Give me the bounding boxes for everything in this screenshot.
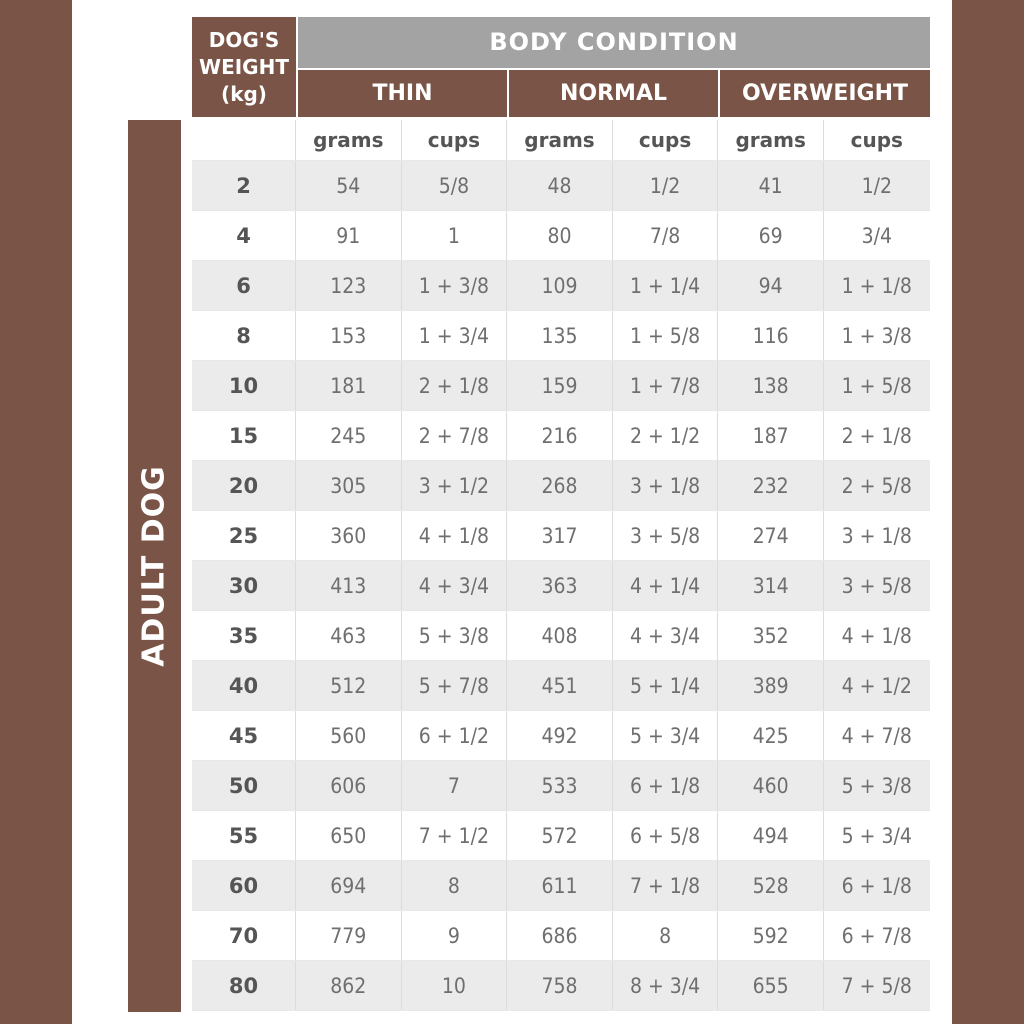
table-cell: 91 — [296, 211, 402, 260]
table-cell: 352 — [718, 611, 824, 660]
table-cell: 1 + 5/8 — [841, 373, 912, 398]
table-cell: 94 — [718, 261, 824, 310]
weight-header-line: (kg) — [221, 82, 267, 106]
weight-cell: 60 — [192, 861, 296, 910]
table-cell: 3 + 1/8 — [613, 461, 719, 510]
table-cell: 1/2 — [613, 161, 719, 210]
weight-cell: 20 — [192, 461, 296, 510]
table-cell: 216 — [507, 411, 613, 460]
condition-thin-header: THIN — [298, 70, 507, 117]
table-cell: 655 — [718, 961, 824, 1010]
table-cell: 2 + 5/8 — [841, 473, 912, 498]
table-cell: 494 — [718, 811, 824, 860]
body-condition-header: BODY CONDITION — [298, 17, 930, 68]
weight-cell: 2 — [192, 161, 296, 210]
condition-normal-header: NORMAL — [509, 70, 718, 117]
table-cell: 4 + 1/2 — [841, 673, 912, 698]
table-cell: 69 — [718, 211, 824, 260]
table-cell: 6 + 1/8 — [613, 761, 719, 810]
table-cell: 650 — [296, 811, 402, 860]
table-row — [192, 461, 930, 511]
table-cell: 528 — [718, 861, 824, 910]
table-row — [192, 761, 930, 811]
table-row — [192, 611, 930, 661]
weight-cell: 10 — [192, 361, 296, 410]
weight-header-line: WEIGHT — [199, 55, 289, 79]
table-cell: 4 + 1/8 — [841, 623, 912, 648]
unit-header-cell: grams — [296, 120, 402, 160]
table-cell: 153 — [296, 311, 402, 360]
table-cell: 268 — [507, 461, 613, 510]
table-cell: 572 — [507, 811, 613, 860]
table-cell: 116 — [718, 311, 824, 360]
table-row — [192, 811, 930, 861]
weight-cell: 35 — [192, 611, 296, 660]
table-cell: 5 + 3/4 — [613, 711, 719, 760]
table-cell: 7 + 1/8 — [613, 861, 719, 910]
table-cell: 512 — [296, 661, 402, 710]
table-cell: 560 — [296, 711, 402, 760]
table-cell: 3 + 5/8 — [841, 573, 912, 598]
table-cell: 317 — [507, 511, 613, 560]
table-cell: 5 + 7/8 — [402, 661, 508, 710]
unit-header-blank — [192, 120, 296, 160]
table-cell: 1/2 — [861, 173, 892, 198]
table-cell: 463 — [296, 611, 402, 660]
table-row — [192, 711, 930, 761]
table-cell: 305 — [296, 461, 402, 510]
table-cell: 686 — [507, 911, 613, 960]
table-cell: 533 — [507, 761, 613, 810]
table-cell: 181 — [296, 361, 402, 410]
table-cell: 413 — [296, 561, 402, 610]
weight-cell: 70 — [192, 911, 296, 960]
table-cell: 232 — [718, 461, 824, 510]
unit-header-cell: cups — [613, 120, 719, 160]
table-cell: 758 — [507, 961, 613, 1010]
table-cell: 135 — [507, 311, 613, 360]
table-cell: 7 + 5/8 — [841, 973, 912, 998]
table-cell: 606 — [296, 761, 402, 810]
table-cell: 1 — [402, 211, 508, 260]
table-cell: 4 + 1/8 — [402, 511, 508, 560]
weight-cell: 45 — [192, 711, 296, 760]
table-cell: 1 + 3/8 — [402, 261, 508, 310]
table-cell: 5 + 1/4 — [613, 661, 719, 710]
table-row — [192, 861, 930, 911]
table-cell: 1 + 3/8 — [841, 323, 912, 348]
weight-header-line: DOG'S — [208, 28, 280, 52]
condition-overweight-header: OVERWEIGHT — [720, 70, 930, 117]
unit-header-cell: cups — [402, 120, 508, 160]
table-cell: 245 — [296, 411, 402, 460]
table-cell: 9 — [402, 911, 508, 960]
table-row — [192, 211, 930, 261]
table-cell: 408 — [507, 611, 613, 660]
table-row — [192, 661, 930, 711]
weight-cell: 15 — [192, 411, 296, 460]
unit-header-cell: grams — [718, 120, 824, 160]
table-cell: 1 + 3/4 — [402, 311, 508, 360]
table-cell: 187 — [718, 411, 824, 460]
table-cell: 2 + 1/8 — [402, 361, 508, 410]
table-cell: 2 + 1/8 — [841, 423, 912, 448]
table-cell: 451 — [507, 661, 613, 710]
weight-cell: 40 — [192, 661, 296, 710]
unit-header-cell: cups — [850, 128, 903, 152]
table-cell: 5 + 3/8 — [841, 773, 912, 798]
table-cell: 123 — [296, 261, 402, 310]
side-label: ADULT DOG — [136, 465, 172, 667]
table-cell: 592 — [718, 911, 824, 960]
weight-cell: 6 — [192, 261, 296, 310]
table-cell: 274 — [718, 511, 824, 560]
table-cell: 5 + 3/4 — [841, 823, 912, 848]
table-cell: 109 — [507, 261, 613, 310]
weight-cell: 4 — [192, 211, 296, 260]
table-cell: 4 + 3/4 — [613, 611, 719, 660]
table-cell: 6 + 7/8 — [841, 923, 912, 948]
table-cell: 4 + 1/4 — [613, 561, 719, 610]
table-row — [192, 961, 930, 1011]
weight-cell: 8 — [192, 311, 296, 360]
table-cell: 10 — [402, 961, 508, 1010]
table-cell: 1 + 1/4 — [613, 261, 719, 310]
table-cell: 492 — [507, 711, 613, 760]
table-cell: 7/8 — [613, 211, 719, 260]
table-cell: 6 + 1/2 — [402, 711, 508, 760]
table-cell: 8 + 3/4 — [613, 961, 719, 1010]
table-cell: 1 + 5/8 — [613, 311, 719, 360]
table-cell: 138 — [718, 361, 824, 410]
table-row — [192, 161, 930, 211]
table-cell: 2 + 7/8 — [402, 411, 508, 460]
weight-cell: 50 — [192, 761, 296, 810]
table-row — [192, 511, 930, 561]
table-row — [192, 411, 930, 461]
table-row — [192, 561, 930, 611]
weight-cell: 25 — [192, 511, 296, 560]
unit-header-row — [192, 120, 930, 161]
table-cell: 5 + 3/8 — [402, 611, 508, 660]
table-row — [192, 311, 930, 361]
table-cell: 54 — [296, 161, 402, 210]
table-cell: 7 — [402, 761, 508, 810]
table-cell: 80 — [507, 211, 613, 260]
table-cell: 1 + 1/8 — [841, 273, 912, 298]
weight-cell: 80 — [192, 961, 296, 1010]
table-cell: 3 + 1/8 — [841, 523, 912, 548]
table-cell: 4 + 3/4 — [402, 561, 508, 610]
table-cell: 611 — [507, 861, 613, 910]
table-row — [192, 261, 930, 311]
weight-cell: 55 — [192, 811, 296, 860]
table-cell: 314 — [718, 561, 824, 610]
table-cell: 862 — [296, 961, 402, 1010]
table-cell: 389 — [718, 661, 824, 710]
table-cell: 8 — [613, 911, 719, 960]
table-cell: 363 — [507, 561, 613, 610]
table-cell: 6 + 5/8 — [613, 811, 719, 860]
table-cell: 3 + 5/8 — [613, 511, 719, 560]
table-cell: 48 — [507, 161, 613, 210]
table-cell: 41 — [718, 161, 824, 210]
table-cell: 779 — [296, 911, 402, 960]
table-cell: 2 + 1/2 — [613, 411, 719, 460]
unit-header-cell: grams — [507, 120, 613, 160]
table-row — [192, 911, 930, 961]
table-cell: 460 — [718, 761, 824, 810]
table-cell: 8 — [402, 861, 508, 910]
table-cell: 4 + 7/8 — [841, 723, 912, 748]
weight-cell: 30 — [192, 561, 296, 610]
table-cell: 360 — [296, 511, 402, 560]
table-cell: 7 + 1/2 — [402, 811, 508, 860]
table-cell: 5/8 — [402, 161, 508, 210]
table-cell: 3 + 1/2 — [402, 461, 508, 510]
table-cell: 1 + 7/8 — [613, 361, 719, 410]
table-cell: 159 — [507, 361, 613, 410]
table-cell: 425 — [718, 711, 824, 760]
table-row — [192, 361, 930, 411]
weight-header — [192, 17, 296, 117]
table-cell: 3/4 — [861, 223, 892, 248]
feeding-table — [192, 120, 930, 1011]
table-cell: 6 + 1/8 — [841, 873, 912, 898]
table-cell: 694 — [296, 861, 402, 910]
